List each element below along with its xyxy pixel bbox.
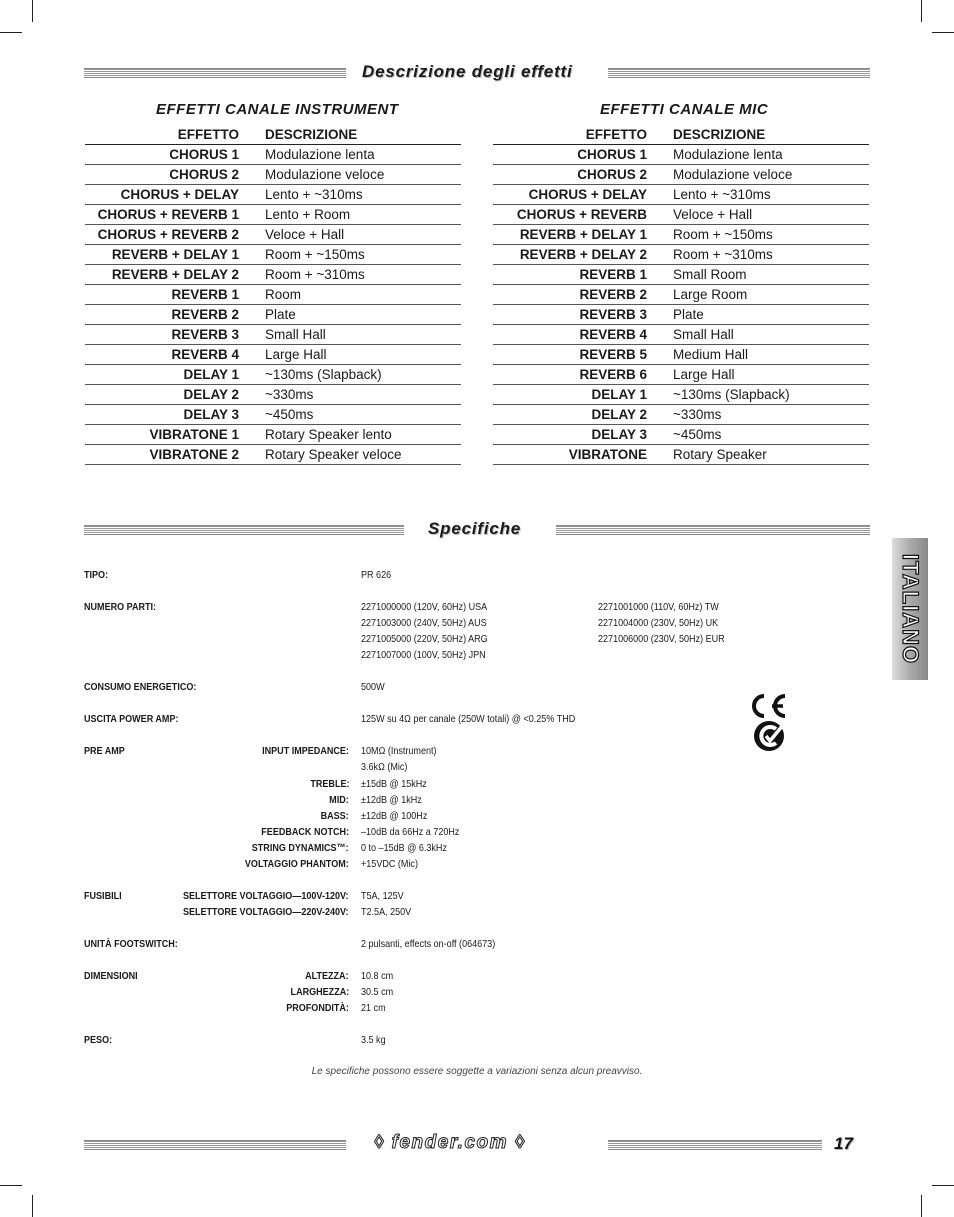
- spec-value-footswitch: 2 pulsanti, effects on-off (064673): [361, 938, 496, 950]
- effect-description-cell: Small Room: [657, 265, 869, 285]
- footer-website: ◊ fender.com ◊: [374, 1132, 526, 1153]
- crop-mark: [932, 1185, 954, 1186]
- effect-description-cell: Lento + ~310ms: [249, 185, 461, 205]
- header-rule-left: [84, 68, 346, 78]
- effect-description-cell: Large Hall: [657, 365, 869, 385]
- table-row: [85, 425, 461, 445]
- table-row: [85, 245, 461, 265]
- footer-rule-left: [84, 1140, 346, 1150]
- effect-name-cell: VIBRATONE: [493, 445, 657, 465]
- effect-description-cell: Rotary Speaker: [657, 445, 869, 465]
- spec-value-tipo: PR 626: [361, 569, 392, 581]
- effect-description-cell: Modulazione lenta: [249, 145, 461, 165]
- specs-section-title: Specifiche: [428, 519, 522, 538]
- effect-name-cell: CHORUS 1: [493, 145, 657, 165]
- effect-description-cell: ~450ms: [657, 425, 869, 445]
- instrument-table-title: EFFETTI CANALE INSTRUMENT: [156, 101, 399, 118]
- effect-name-cell: CHORUS + REVERB: [493, 205, 657, 225]
- crop-mark: [32, 0, 33, 22]
- spec-sub-input-impedance: INPUT IMPEDANCE:: [262, 745, 349, 757]
- table-row: [493, 205, 869, 225]
- table-row: [493, 165, 869, 185]
- mic-table-body: [493, 145, 869, 465]
- table-row: [85, 225, 461, 245]
- column-header-effect: EFFETTO: [493, 125, 657, 145]
- effect-name-cell: CHORUS 2: [493, 165, 657, 185]
- spec-value-height: 10.8 cm: [361, 970, 394, 982]
- header-rule-left: [84, 525, 404, 535]
- spec-value-width: 30.5 cm: [361, 986, 394, 998]
- spec-value-feedback-notch: –10dB da 66Hz a 720Hz: [361, 826, 460, 838]
- spec-sub-treble: TREBLE:: [309, 778, 349, 790]
- effect-description-cell: Room + ~150ms: [249, 245, 461, 265]
- spec-value-weight: 3.5 kg: [361, 1034, 386, 1046]
- table-row: [493, 305, 869, 325]
- effect-name-cell: REVERB 4: [85, 345, 249, 365]
- effect-description-cell: Medium Hall: [657, 345, 869, 365]
- table-row: [85, 305, 461, 325]
- table-row: [493, 365, 869, 385]
- effect-name-cell: REVERB 2: [85, 305, 249, 325]
- column-header-description: DESCRIZIONE: [657, 125, 869, 145]
- spec-value-mid: ±12dB @ 1kHz: [361, 794, 422, 806]
- spec-value-depth: 21 cm: [361, 1002, 386, 1014]
- part-number: 2271000000 (120V, 60Hz) USA: [361, 601, 488, 613]
- spec-value-string-dynamics: 0 to –15dB @ 6.3kHz: [361, 842, 447, 854]
- table-row: [85, 365, 461, 385]
- spec-value-fuse-low: T5A, 125V: [361, 890, 404, 902]
- part-number: 2271005000 (220V, 50Hz) ARG: [361, 633, 488, 645]
- effect-name-cell: CHORUS + DELAY: [85, 185, 249, 205]
- effect-name-cell: VIBRATONE 2: [85, 445, 249, 465]
- instrument-effects-table: [85, 125, 461, 465]
- effect-name-cell: DELAY 3: [493, 425, 657, 445]
- header-rule-right: [608, 68, 870, 78]
- crop-mark: [921, 1195, 922, 1217]
- effect-description-cell: Lento + ~310ms: [657, 185, 869, 205]
- instrument-table-body: [85, 145, 461, 465]
- spec-label-pre-amp: PRE AMP: [84, 745, 125, 757]
- effect-name-cell: CHORUS 2: [85, 165, 249, 185]
- table-row: [493, 345, 869, 365]
- page-number: 17: [834, 1134, 853, 1153]
- spec-sub-phantom-voltage: VOLTAGGIO PHANTOM:: [245, 858, 349, 870]
- mic-table-title: EFFETTI CANALE MIC: [600, 101, 769, 118]
- spec-value-bass: ±12dB @ 100Hz: [361, 810, 428, 822]
- crop-mark: [0, 32, 22, 33]
- effect-description-cell: Small Hall: [657, 325, 869, 345]
- spec-label-tipo: TIPO:: [84, 569, 109, 581]
- effect-name-cell: REVERB 6: [493, 365, 657, 385]
- effect-name-cell: CHORUS + REVERB 1: [85, 205, 249, 225]
- table-row: [85, 285, 461, 305]
- effect-name-cell: REVERB + DELAY 1: [85, 245, 249, 265]
- effect-description-cell: Veloce + Hall: [657, 205, 869, 225]
- effect-description-cell: ~330ms: [249, 385, 461, 405]
- footer-rule-right: [608, 1140, 822, 1150]
- spec-sub-feedback-notch: FEEDBACK NOTCH:: [261, 826, 349, 838]
- table-row: [85, 145, 461, 165]
- effects-section-title: Descrizione degli effetti: [362, 62, 573, 81]
- table-row: [493, 145, 869, 165]
- spec-label-power-consumption: CONSUMO ENERGETICO:: [84, 681, 197, 693]
- spec-value-fuse-high: T2.5A, 250V: [361, 906, 412, 918]
- part-number: 2271001000 (110V, 60Hz) TW: [598, 601, 719, 613]
- mic-effects-table: [493, 125, 869, 465]
- effect-name-cell: VIBRATONE 1: [85, 425, 249, 445]
- ce-mark-icon: [747, 692, 789, 720]
- effect-description-cell: Large Room: [657, 285, 869, 305]
- table-header-row: [493, 125, 869, 145]
- table-row: [493, 265, 869, 285]
- part-number: 2271004000 (230V, 50Hz) UK: [598, 617, 719, 629]
- crop-mark: [32, 1195, 33, 1217]
- spec-sub-width: LARGHEZZA:: [290, 986, 349, 998]
- effect-description-cell: ~450ms: [249, 405, 461, 425]
- effect-description-cell: ~330ms: [657, 405, 869, 425]
- specs-disclaimer: Le specifiche possono essere soggette a variazioni senza alcun preavviso.: [311, 1066, 643, 1077]
- table-row: [85, 165, 461, 185]
- column-header-effect: EFFETTO: [85, 125, 249, 145]
- effect-description-cell: Room: [249, 285, 461, 305]
- effect-description-cell: Modulazione lenta: [657, 145, 869, 165]
- effect-description-cell: Room + ~150ms: [657, 225, 869, 245]
- table-row: [85, 325, 461, 345]
- header-rule-right: [556, 525, 870, 535]
- table-row: [85, 405, 461, 425]
- effect-name-cell: REVERB 1: [85, 285, 249, 305]
- effect-name-cell: REVERB + DELAY 2: [493, 245, 657, 265]
- part-number: 2271007000 (100V, 50Hz) JPN: [361, 649, 486, 661]
- spec-label-fuses: FUSIBILI: [84, 890, 122, 902]
- spec-sub-bass: BASS:: [320, 810, 349, 822]
- effect-description-cell: Small Hall: [249, 325, 461, 345]
- spec-label-dimensions: DIMENSIONI: [84, 970, 138, 982]
- effect-name-cell: DELAY 3: [85, 405, 249, 425]
- effect-name-cell: DELAY 2: [493, 405, 657, 425]
- spec-value-phantom-voltage: +15VDC (Mic): [361, 858, 418, 870]
- table-row: [493, 225, 869, 245]
- c-tick-mark-icon: [749, 720, 789, 752]
- effect-name-cell: CHORUS + REVERB 2: [85, 225, 249, 245]
- table-row: [85, 345, 461, 365]
- effect-name-cell: REVERB 3: [85, 325, 249, 345]
- spec-value-input-impedance: 3.6kΩ (Mic): [361, 761, 408, 773]
- effect-name-cell: REVERB 1: [493, 265, 657, 285]
- effect-description-cell: Modulazione veloce: [657, 165, 869, 185]
- table-row: [493, 285, 869, 305]
- spec-label-weight: PESO:: [84, 1034, 113, 1046]
- table-row: [85, 265, 461, 285]
- spec-sub-string-dynamics: STRING DYNAMICS™:: [252, 842, 349, 854]
- effect-name-cell: REVERB 2: [493, 285, 657, 305]
- part-number: 2271003000 (240V, 50Hz) AUS: [361, 617, 487, 629]
- effect-description-cell: Rotary Speaker veloce: [249, 445, 461, 465]
- table-row: [85, 205, 461, 225]
- effect-description-cell: Lento + Room: [249, 205, 461, 225]
- effect-name-cell: DELAY 1: [85, 365, 249, 385]
- table-row: [493, 325, 869, 345]
- table-header-row: [85, 125, 461, 145]
- table-row: [493, 185, 869, 205]
- spec-value-treble: ±15dB @ 15kHz: [361, 778, 427, 790]
- effect-description-cell: Veloce + Hall: [249, 225, 461, 245]
- effect-description-cell: ~130ms (Slapback): [657, 385, 869, 405]
- spec-label-part-numbers: NUMERO PARTI:: [84, 601, 157, 613]
- effect-description-cell: Room + ~310ms: [249, 265, 461, 285]
- crop-mark: [921, 0, 922, 22]
- table-row: [493, 245, 869, 265]
- crop-mark: [932, 32, 954, 33]
- effect-name-cell: REVERB + DELAY 1: [493, 225, 657, 245]
- effect-description-cell: Modulazione veloce: [249, 165, 461, 185]
- table-row: [85, 185, 461, 205]
- effect-description-cell: Plate: [249, 305, 461, 325]
- effect-description-cell: Large Hall: [249, 345, 461, 365]
- effect-name-cell: CHORUS 1: [85, 145, 249, 165]
- spec-value-input-impedance: 10MΩ (Instrument): [361, 745, 437, 757]
- spec-sub-mid: MID:: [329, 794, 349, 806]
- effect-name-cell: REVERB + DELAY 2: [85, 265, 249, 285]
- spec-value-power-amp-output: 125W su 4Ω per canale (250W totali) @ <0.25% THD: [361, 713, 576, 725]
- effect-name-cell: DELAY 2: [85, 385, 249, 405]
- effect-name-cell: REVERB 4: [493, 325, 657, 345]
- spec-sub-voltage-selector-low: SELETTORE VOLTAGGIO—100V-120V:: [183, 890, 349, 902]
- column-header-description: DESCRIZIONE: [249, 125, 461, 145]
- part-number: 2271006000 (230V, 50Hz) EUR: [598, 633, 725, 645]
- spec-label-power-amp-output: USCITA POWER AMP:: [84, 713, 179, 725]
- table-row: [493, 425, 869, 445]
- effect-name-cell: DELAY 1: [493, 385, 657, 405]
- spec-sub-height: ALTEZZA:: [305, 970, 349, 982]
- language-side-tab: [892, 538, 928, 680]
- spec-value-power-consumption: 500W: [361, 681, 385, 693]
- effect-description-cell: ~130ms (Slapback): [249, 365, 461, 385]
- effect-name-cell: CHORUS + DELAY: [493, 185, 657, 205]
- crop-mark: [0, 1185, 22, 1186]
- effect-description-cell: Rotary Speaker lento: [249, 425, 461, 445]
- effect-name-cell: REVERB 5: [493, 345, 657, 365]
- effect-description-cell: Plate: [657, 305, 869, 325]
- table-row: [493, 385, 869, 405]
- spec-sub-voltage-selector-high: SELETTORE VOLTAGGIO—220V-240V:: [183, 906, 349, 918]
- language-tab-label: ITALIANO: [898, 553, 923, 665]
- table-row: [85, 385, 461, 405]
- spec-sub-depth: PROFONDITÀ:: [286, 1002, 349, 1014]
- table-row: [85, 445, 461, 465]
- table-row: [493, 405, 869, 425]
- table-row: [493, 445, 869, 465]
- effect-description-cell: Room + ~310ms: [657, 245, 869, 265]
- effect-name-cell: REVERB 3: [493, 305, 657, 325]
- spec-label-footswitch: UNITÀ FOOTSWITCH:: [84, 938, 178, 950]
